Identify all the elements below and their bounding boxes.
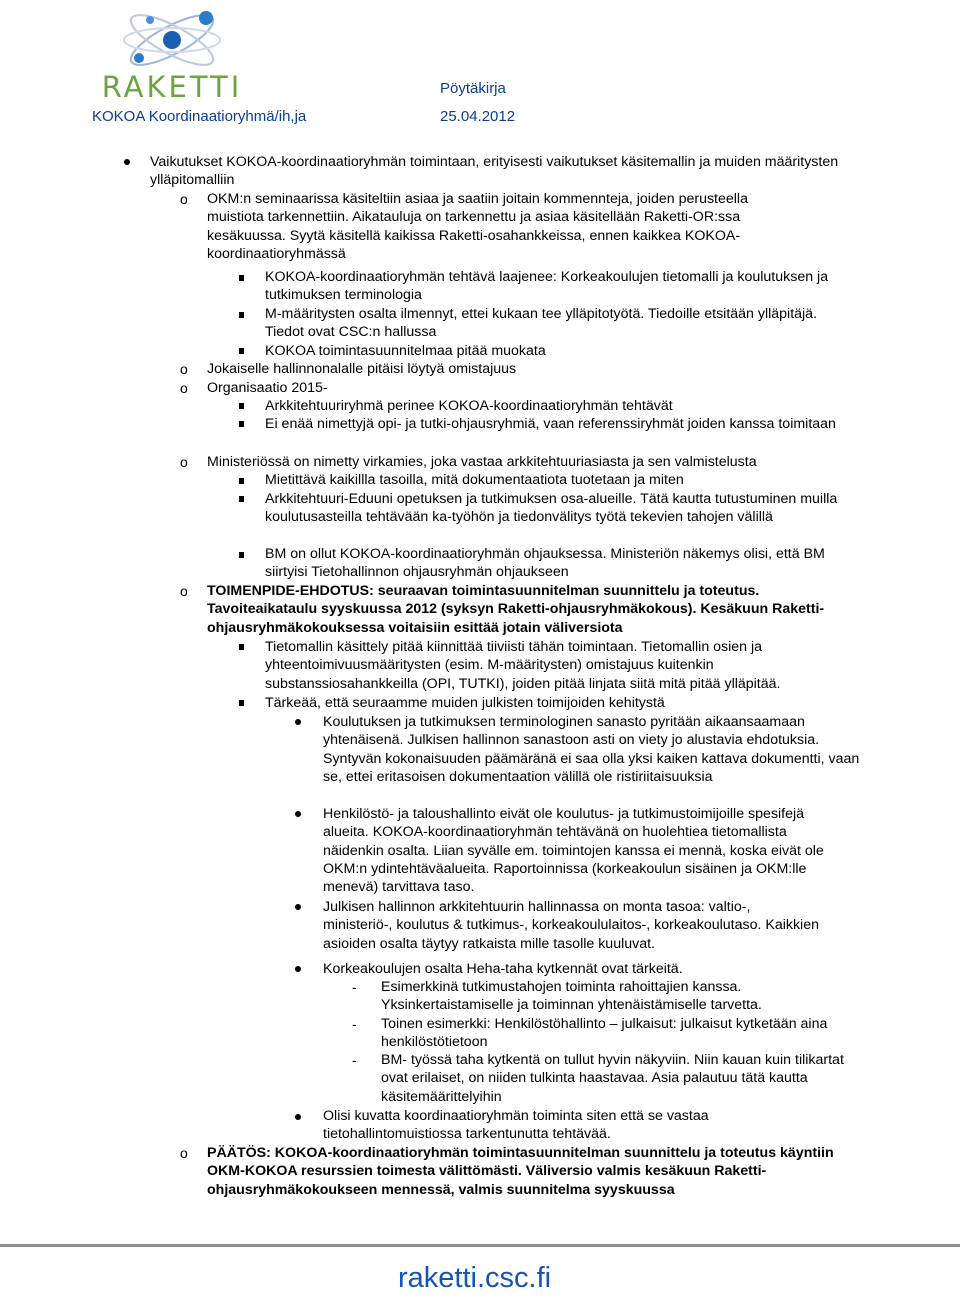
bullet-dot-icon xyxy=(295,966,301,972)
orbit-logo-icon xyxy=(92,6,252,72)
dash-bullet-icon: - xyxy=(352,1016,357,1032)
footer-website: raketti.csc.fi xyxy=(398,1262,552,1294)
bullet-dot-icon xyxy=(295,1114,301,1120)
circle-bullet-icon: o xyxy=(180,380,188,396)
document-type: Pöytäkirja xyxy=(440,80,506,97)
square-bullet-icon xyxy=(239,496,244,502)
action-sub-1: Tietomallin käsittely pitää kiinnittää tiiviisti tähän toimintaan. Tietomallin osien ja yhteentoimivuusmääritysten (esim. M-määritysten) omistajuus kuitenkin substanssiosahankkeilla (OPI, TUTKI), joiden pitää linjata siitä mitä pitää ylläpitää. xyxy=(265,639,781,692)
circle-bullet-icon: o xyxy=(180,191,188,207)
circle-bullet-icon: o xyxy=(180,361,188,377)
square-bullet-icon xyxy=(239,275,244,281)
example-research: Esimerkkinä tutkimustahojen toiminta rahoittajien kanssa. Yksinkertaistamiselle ja toiminnan yhtenäistämiselle tarvetta. xyxy=(381,979,762,1014)
okm-sub-3: KOKOA toimintasuunnitelmaa pitää muokata xyxy=(265,343,546,359)
organisation-item: Organisaatio 2015- xyxy=(207,380,328,396)
ministry-sub-3: BM on ollut KOKOA-koordinaatioryhmän ohjauksessa. Ministeriön näkemys olisi, että BM siirtyisi Tietohallinnon ohjausryhmän ohjaukseen xyxy=(265,546,825,581)
square-bullet-icon xyxy=(239,644,244,650)
ownership-item: Jokaiselle hallinnonalalle pitäisi löytyä omistajuus xyxy=(207,361,517,377)
detail-heha-taha: Korkeakoulujen osalta Heha-taha kytkennät ovat tärkeitä. xyxy=(323,961,683,977)
okm-sub-1: KOKOA-koordinaatioryhmän tehtävä laajenee: Korkeakoulujen tietomalli ja koulutuksen ja tutkimuksen terminologia xyxy=(265,269,829,304)
decision: PÄÄTÖS: KOKOA-koordinaatioryhmän toimintasuunnitelman suunnittelu ja toteutus käyntiin OKM-KOKOA resurssien toimesta välittömästi. Väliversio valmis kesäkuun Raketti-ohjausryhmäkokoukseen mennessä, valmis suunnitelma syyskuussa xyxy=(207,1145,834,1198)
detail-levels: Julkisen hallinnon arkkitehtuurin hallinnassa on monta tasoa: valtio-, ministeriö-, koulutus & tutkimus-, korkeakoululaitos-, korkeakoulutaso. Kaikkien asioiden osalta täytyy ratkaista mille tasolle kuuluvat. xyxy=(323,899,819,952)
bullet-dot-icon xyxy=(295,719,301,725)
okm-item: OKM:n seminaarissa käsiteltiin asiaa ja saatiin joitain kommennteja, joiden perusteella muistiota tarkennettiin. Aikatauluja on tarkennettu ja asiaa käsitellään Raketti-OR:ssa kesäkuussa. Syytä käsitellä kaikissa Raketti-osahankkeissa, ennen kaikkea KOKOA-koordinaatioryhmässä xyxy=(207,191,748,262)
circle-bullet-icon: o xyxy=(180,454,188,470)
detail-description: Olisi kuvatta koordinaatioryhmän toiminta siten että se vastaa tietohallintomuistiossa tarkentunutta tehtävää. xyxy=(323,1108,709,1143)
detail-terminology: Koulutuksen ja tutkimuksen terminologinen sanasto pyritään aikaansaamaan yhtenäisenä. Julkisen hallinnon sanastoon asti on viety jo alustavia ehdotuksia. Syntyvän kokonaisuuden päämäränä ei saa olla yksi kaiken kattava dokumentti, vaan se, ettei eritasoisen dokumentaation välillä ole ristiriitaisuuksia xyxy=(323,714,860,785)
footer-divider xyxy=(0,1244,960,1247)
logo-wordmark: RAKETTI xyxy=(101,70,243,104)
organisation-sub-2: Ei enää nimettyjä opi- ja tutki-ohjausryhmiä, vaan referenssiryhmät joiden kanssa toimitaan xyxy=(265,416,836,432)
square-bullet-icon xyxy=(239,421,244,427)
square-bullet-icon xyxy=(239,312,244,318)
intro-item: Vaikutukset KOKOA-koordinaatioryhmän toimintaan, erityisesti vaikutukset käsitemallin ja muiden määritysten ylläpitomalliin xyxy=(150,154,839,189)
example-bm: BM- työssä taha kytkentä on tullut hyvin näkyviin. Niin kauan kuin tilikartat ovat erilaiset, on niiden tulkinta haastavaa. Asia palautuu tätä kautta käsitemäärittelyihin xyxy=(381,1052,844,1105)
organisation-sub-1: Arkkitehtuuriryhmä perinee KOKOA-koordinaatioryhmän tehtävät xyxy=(265,398,673,414)
action-sub-2: Tärkeää, että seuraamme muiden julkisten toimijoiden kehitystä xyxy=(265,695,665,711)
square-bullet-icon xyxy=(239,403,244,409)
square-bullet-icon xyxy=(239,478,244,484)
square-bullet-icon xyxy=(239,552,244,558)
ministry-sub-1: Mietittävä kaikillla tasoilla, mitä dokumentaatiota tuotetaan ja miten xyxy=(265,472,684,488)
bullet-dot-icon xyxy=(295,904,301,910)
ministry-item: Ministeriössä on nimetty virkamies, joka vastaa arkkitehtuuriasiasta ja sen valmistelusta xyxy=(207,454,757,470)
meeting-name: KOKOA Koordinaatioryhmä/ih,ja xyxy=(92,108,307,125)
raketti-logo xyxy=(92,6,252,104)
action-proposal: TOIMENPIDE-EHDOTUS: seuraavan toimintasuunnitelman suunnittelu ja toteutus. Tavoiteaikataulu syyskuussa 2012 (syksyn Raketti-ohjausryhmäkokous). Kesäkuun Raketti-ohjausryhmäkokouksessa voitaisiin esittää jotain väliversiota xyxy=(207,583,825,636)
bullet-dot-icon xyxy=(295,811,301,817)
okm-sub-2: M-määritysten osalta ilmennyt, ettei kukaan tee ylläpitotyötä. Tiedoille etsitään ylläpitäjä. Tiedot ovat CSC:n hallussa xyxy=(265,306,818,341)
detail-hr-finance: Henkilöstö- ja taloushallinto eivät ole koulutus- ja tutkimustoimijoille spesifejä alueita. KOKOA-koordinaatioryhmän tehtävänä on huolehtiea tietomallista näidenkin osalta. Liian syvälle em. toimintojen kanssa ei mennä, koska eivät ole OKM:n ydintehtäväalueita. Raportoinnissa (korkeakoulun sisäinen ja OKM:lle menevä) tarvittava taso. xyxy=(323,806,824,896)
square-bullet-icon xyxy=(239,700,244,706)
circle-bullet-icon: o xyxy=(180,583,188,599)
example-hr: Toinen esimerkki: Henkilöstöhallinto – julkaisut: julkaisut kytketään aina henkilöstötietoon xyxy=(381,1016,828,1051)
circle-bullet-icon: o xyxy=(180,1145,188,1161)
bullet-dot-icon xyxy=(124,159,130,165)
dash-bullet-icon: - xyxy=(352,1052,357,1068)
ministry-sub-2: Arkkitehtuuri-Eduuni opetuksen ja tutkimuksen osa-alueille. Tätä kautta tutustuminen muilla koulutusasteilla tehtävään ka-työhön ja tiedonvälitys työtä tekevien tahojen välillä xyxy=(265,491,838,526)
square-bullet-icon xyxy=(239,348,244,354)
dash-bullet-icon: - xyxy=(352,979,357,995)
meeting-date: 25.04.2012 xyxy=(440,108,516,125)
